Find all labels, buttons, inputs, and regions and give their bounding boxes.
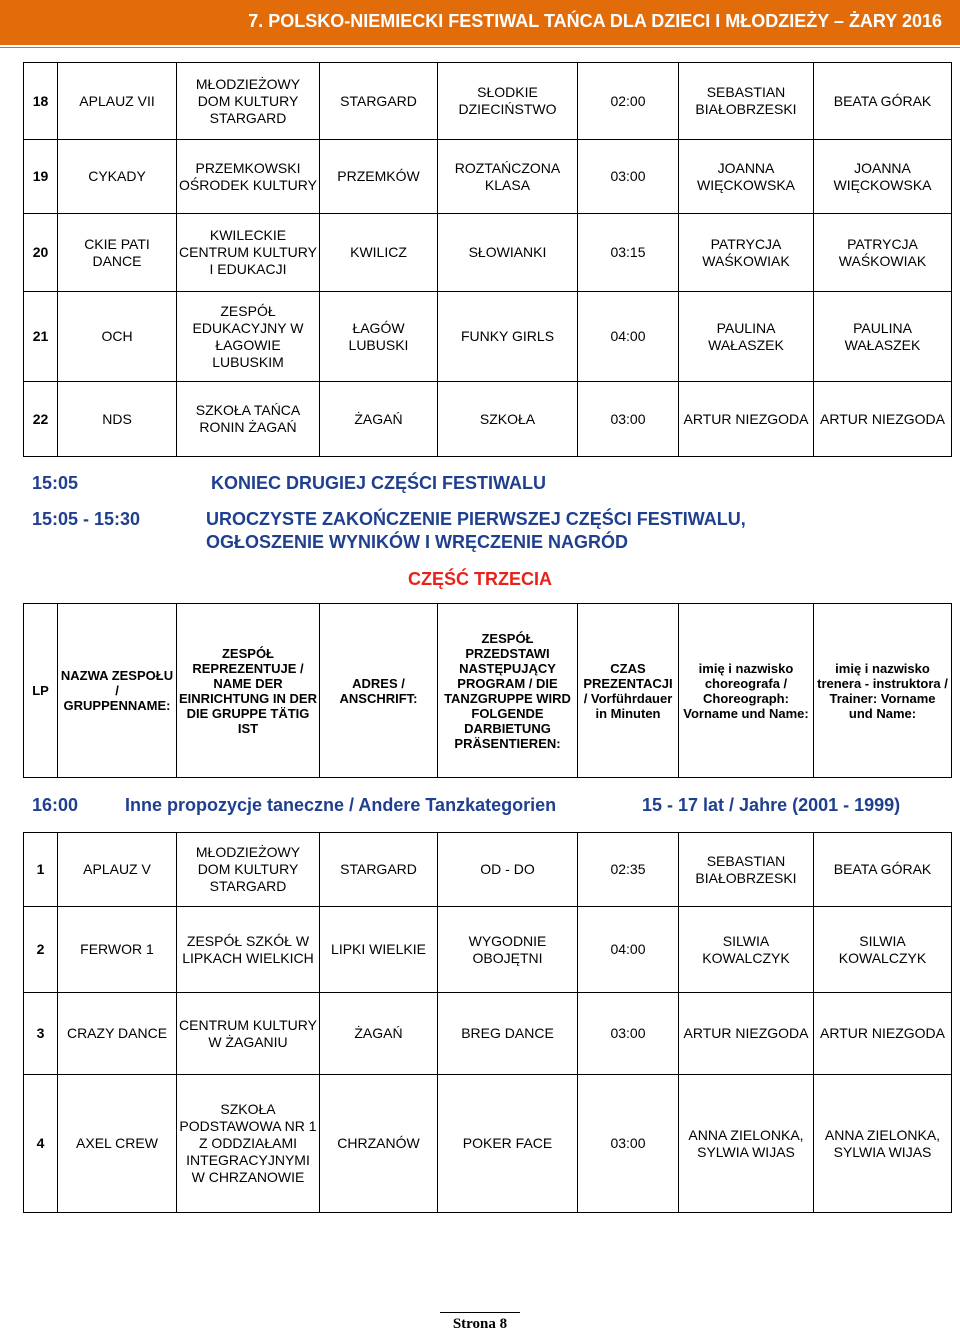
table-row: [24, 292, 952, 382]
schedule-cell: ŻAGAŃ: [320, 993, 438, 1075]
schedule-cell: CRAZY DANCE: [58, 993, 177, 1075]
schedule-cell: 3: [24, 993, 58, 1075]
schedule-cell: AXEL CREW: [58, 1075, 177, 1213]
schedule-cell: NDS: [58, 382, 177, 457]
schedule-cell: ARTUR NIEZGODA: [814, 993, 952, 1075]
schedule-cell: PRZEMKÓW: [320, 140, 438, 214]
page-header-bar: [0, 0, 960, 45]
schedule-cell: PATRYCJA WAŚKOWIAK: [679, 214, 814, 292]
column-header: ADRES / ANSCHRIFT:: [320, 604, 438, 778]
schedule-cell: OD - DO: [438, 833, 578, 907]
schedule-cell: BEATA GÓRAK: [814, 63, 952, 140]
schedule-cell: BREG DANCE: [438, 993, 578, 1075]
schedule-cell: 2: [24, 907, 58, 993]
schedule-cell: 03:15: [578, 214, 679, 292]
schedule-cell: JOANNA WIĘCKOWSKA: [814, 140, 952, 214]
ceremony-line-2: OGŁOSZENIE WYNIKÓW I WRĘCZENIE NAGRÓD: [206, 532, 628, 552]
schedule-cell: 4: [24, 1075, 58, 1213]
schedule-cell: FERWOR 1: [58, 907, 177, 993]
schedule-cell: ŁAGÓW LUBUSKI: [320, 292, 438, 382]
category-time: 16:00: [32, 795, 79, 815]
part-title: CZĘŚĆ TRZECIA: [408, 569, 552, 589]
schedule-cell: POKER FACE: [438, 1075, 578, 1213]
table-row: [24, 833, 952, 907]
column-header: ZESPÓŁ REPREZENTUJE / NAME DER EINRICHTUNG IN DER DIE GRUPPE TÄTIG IST: [177, 604, 320, 778]
schedule-cell: PATRYCJA WAŚKOWIAK: [814, 214, 952, 292]
schedule-cell: SZKOŁA PODSTAWOWA NR 1 Z ODDZIAŁAMI INTEGRACYJNYMI W CHRZANOWIE: [177, 1075, 320, 1213]
column-header: CZAS PREZENTACJI / Vorführdauer in Minuten: [578, 604, 679, 778]
schedule-cell: WYGODNIE OBOJĘTNI: [438, 907, 578, 993]
schedule-cell: CHRZANÓW: [320, 1075, 438, 1213]
schedule-cell: MŁODZIEŻOWY DOM KULTURY STARGARD: [177, 63, 320, 140]
schedule-cell: 1: [24, 833, 58, 907]
schedule-cell: SEBASTIAN BIAŁOBRZESKI: [679, 63, 814, 140]
schedule-cell: STARGARD: [320, 833, 438, 907]
schedule-cell: ANNA ZIELONKA, SYLWIA WIJAS: [679, 1075, 814, 1213]
schedule-cell: 03:00: [578, 382, 679, 457]
header-underline: [0, 47, 960, 48]
schedule-cell: 21: [24, 292, 58, 382]
schedule-cell: SŁOWIANKI: [438, 214, 578, 292]
schedule-cell: ARTUR NIEZGODA: [679, 382, 814, 457]
schedule-cell: SILWIA KOWALCZYK: [679, 907, 814, 993]
schedule-cell: FUNKY GIRLS: [438, 292, 578, 382]
ceremony-line-1: UROCZYSTE ZAKOŃCZENIE PIERWSZEJ CZĘŚCI FESTIWALU,: [206, 509, 746, 529]
schedule-table-part2: [23, 62, 952, 457]
schedule-cell: SZKOŁA TAŃCA RONIN ŻAGAŃ: [177, 382, 320, 457]
schedule-cell: ROZTAŃCZONA KLASA: [438, 140, 578, 214]
schedule-cell: CKIE PATI DANCE: [58, 214, 177, 292]
schedule-cell: 04:00: [578, 292, 679, 382]
schedule-cell: 03:00: [578, 993, 679, 1075]
table-row: [24, 382, 952, 457]
page-header-title: 7. POLSKO-NIEMIECKI FESTIWAL TAŃCA DLA DZIECI I MŁODZIEŻY – ŻARY 2016: [248, 11, 942, 31]
table-row: [24, 140, 952, 214]
footer-rule: [440, 1312, 520, 1313]
column-header: NAZWA ZESPOŁU / GRUPPENNAME:: [58, 604, 177, 778]
schedule-cell: PAULINA WAŁASZEK: [814, 292, 952, 382]
schedule-cell: ZESPÓŁ EDUKACYJNY W ŁAGOWIE LUBUSKIM: [177, 292, 320, 382]
column-header: imię i nazwisko trenera - instruktora / Trainer: Vorname und Name:: [814, 604, 952, 778]
category-age: 15 - 17 lat / Jahre (2001 - 1999): [642, 795, 901, 815]
column-header: ZESPÓŁ PRZEDSTAWI NASTĘPUJĄCY PROGRAM / DIE TANZGRUPPE WIRD FOLGENDE DARBIETUNG PRÄSENTIEREN:: [438, 604, 578, 778]
end-time: 15:05: [32, 473, 79, 493]
table-row: [24, 1075, 952, 1213]
schedule-cell: ARTUR NIEZGODA: [814, 382, 952, 457]
schedule-cell: ARTUR NIEZGODA: [679, 993, 814, 1075]
schedule-cell: BEATA GÓRAK: [814, 833, 952, 907]
category-name: Inne propozycje taneczne / Andere Tanzkategorien: [125, 795, 557, 815]
schedule-cell: JOANNA WIĘCKOWSKA: [679, 140, 814, 214]
table-row: [24, 993, 952, 1075]
schedule-cell: CENTRUM KULTURY W ŻAGANIU: [177, 993, 320, 1075]
schedule-table-part3: [23, 832, 952, 1213]
schedule-cell: MŁODZIEŻOWY DOM KULTURY STARGARD: [177, 833, 320, 907]
schedule-cell: SZKOŁA: [438, 382, 578, 457]
table-row: [24, 907, 952, 993]
page-footer: Strona 8: [452, 1316, 508, 1332]
schedule-cell: ANNA ZIELONKA, SYLWIA WIJAS: [814, 1075, 952, 1213]
schedule-cell: 04:00: [578, 907, 679, 993]
schedule-cell: STARGARD: [320, 63, 438, 140]
schedule-cell: SŁODKIE DZIECIŃSTWO: [438, 63, 578, 140]
schedule-cell: SILWIA KOWALCZYK: [814, 907, 952, 993]
schedule-cell: 18: [24, 63, 58, 140]
schedule-cell: 02:35: [578, 833, 679, 907]
schedule-cell: ŻAGAŃ: [320, 382, 438, 457]
schedule-cell: 03:00: [578, 140, 679, 214]
table-row: [24, 214, 952, 292]
schedule-cell: 03:00: [578, 1075, 679, 1213]
schedule-cell: APLAUZ VII: [58, 63, 177, 140]
schedule-cell: LIPKI WIELKIE: [320, 907, 438, 993]
schedule-cell: SEBASTIAN BIAŁOBRZESKI: [679, 833, 814, 907]
schedule-cell: CYKADY: [58, 140, 177, 214]
schedule-cell: OCH: [58, 292, 177, 382]
column-header-row: [24, 604, 952, 778]
schedule-cell: PRZEMKOWSKI OŚRODEK KULTURY: [177, 140, 320, 214]
ceremony-time: 15:05 - 15:30: [32, 509, 141, 529]
column-header: LP: [24, 604, 58, 778]
column-header: imię i nazwisko choreografa / Choreograph: Vorname und Name:: [679, 604, 814, 778]
schedule-cell: 02:00: [578, 63, 679, 140]
table-row: [24, 63, 952, 140]
schedule-cell: ZESPÓŁ SZKÓŁ W LIPKACH WIELKICH: [177, 907, 320, 993]
schedule-cell: 22: [24, 382, 58, 457]
end-text: KONIEC DRUGIEJ CZĘŚCI FESTIWALU: [211, 473, 547, 493]
column-header-table: [23, 603, 952, 778]
schedule-cell: PAULINA WAŁASZEK: [679, 292, 814, 382]
schedule-cell: 19: [24, 140, 58, 214]
schedule-cell: KWILICZ: [320, 214, 438, 292]
schedule-cell: APLAUZ V: [58, 833, 177, 907]
schedule-cell: KWILECKIE CENTRUM KULTURY I EDUKACJI: [177, 214, 320, 292]
schedule-cell: 20: [24, 214, 58, 292]
